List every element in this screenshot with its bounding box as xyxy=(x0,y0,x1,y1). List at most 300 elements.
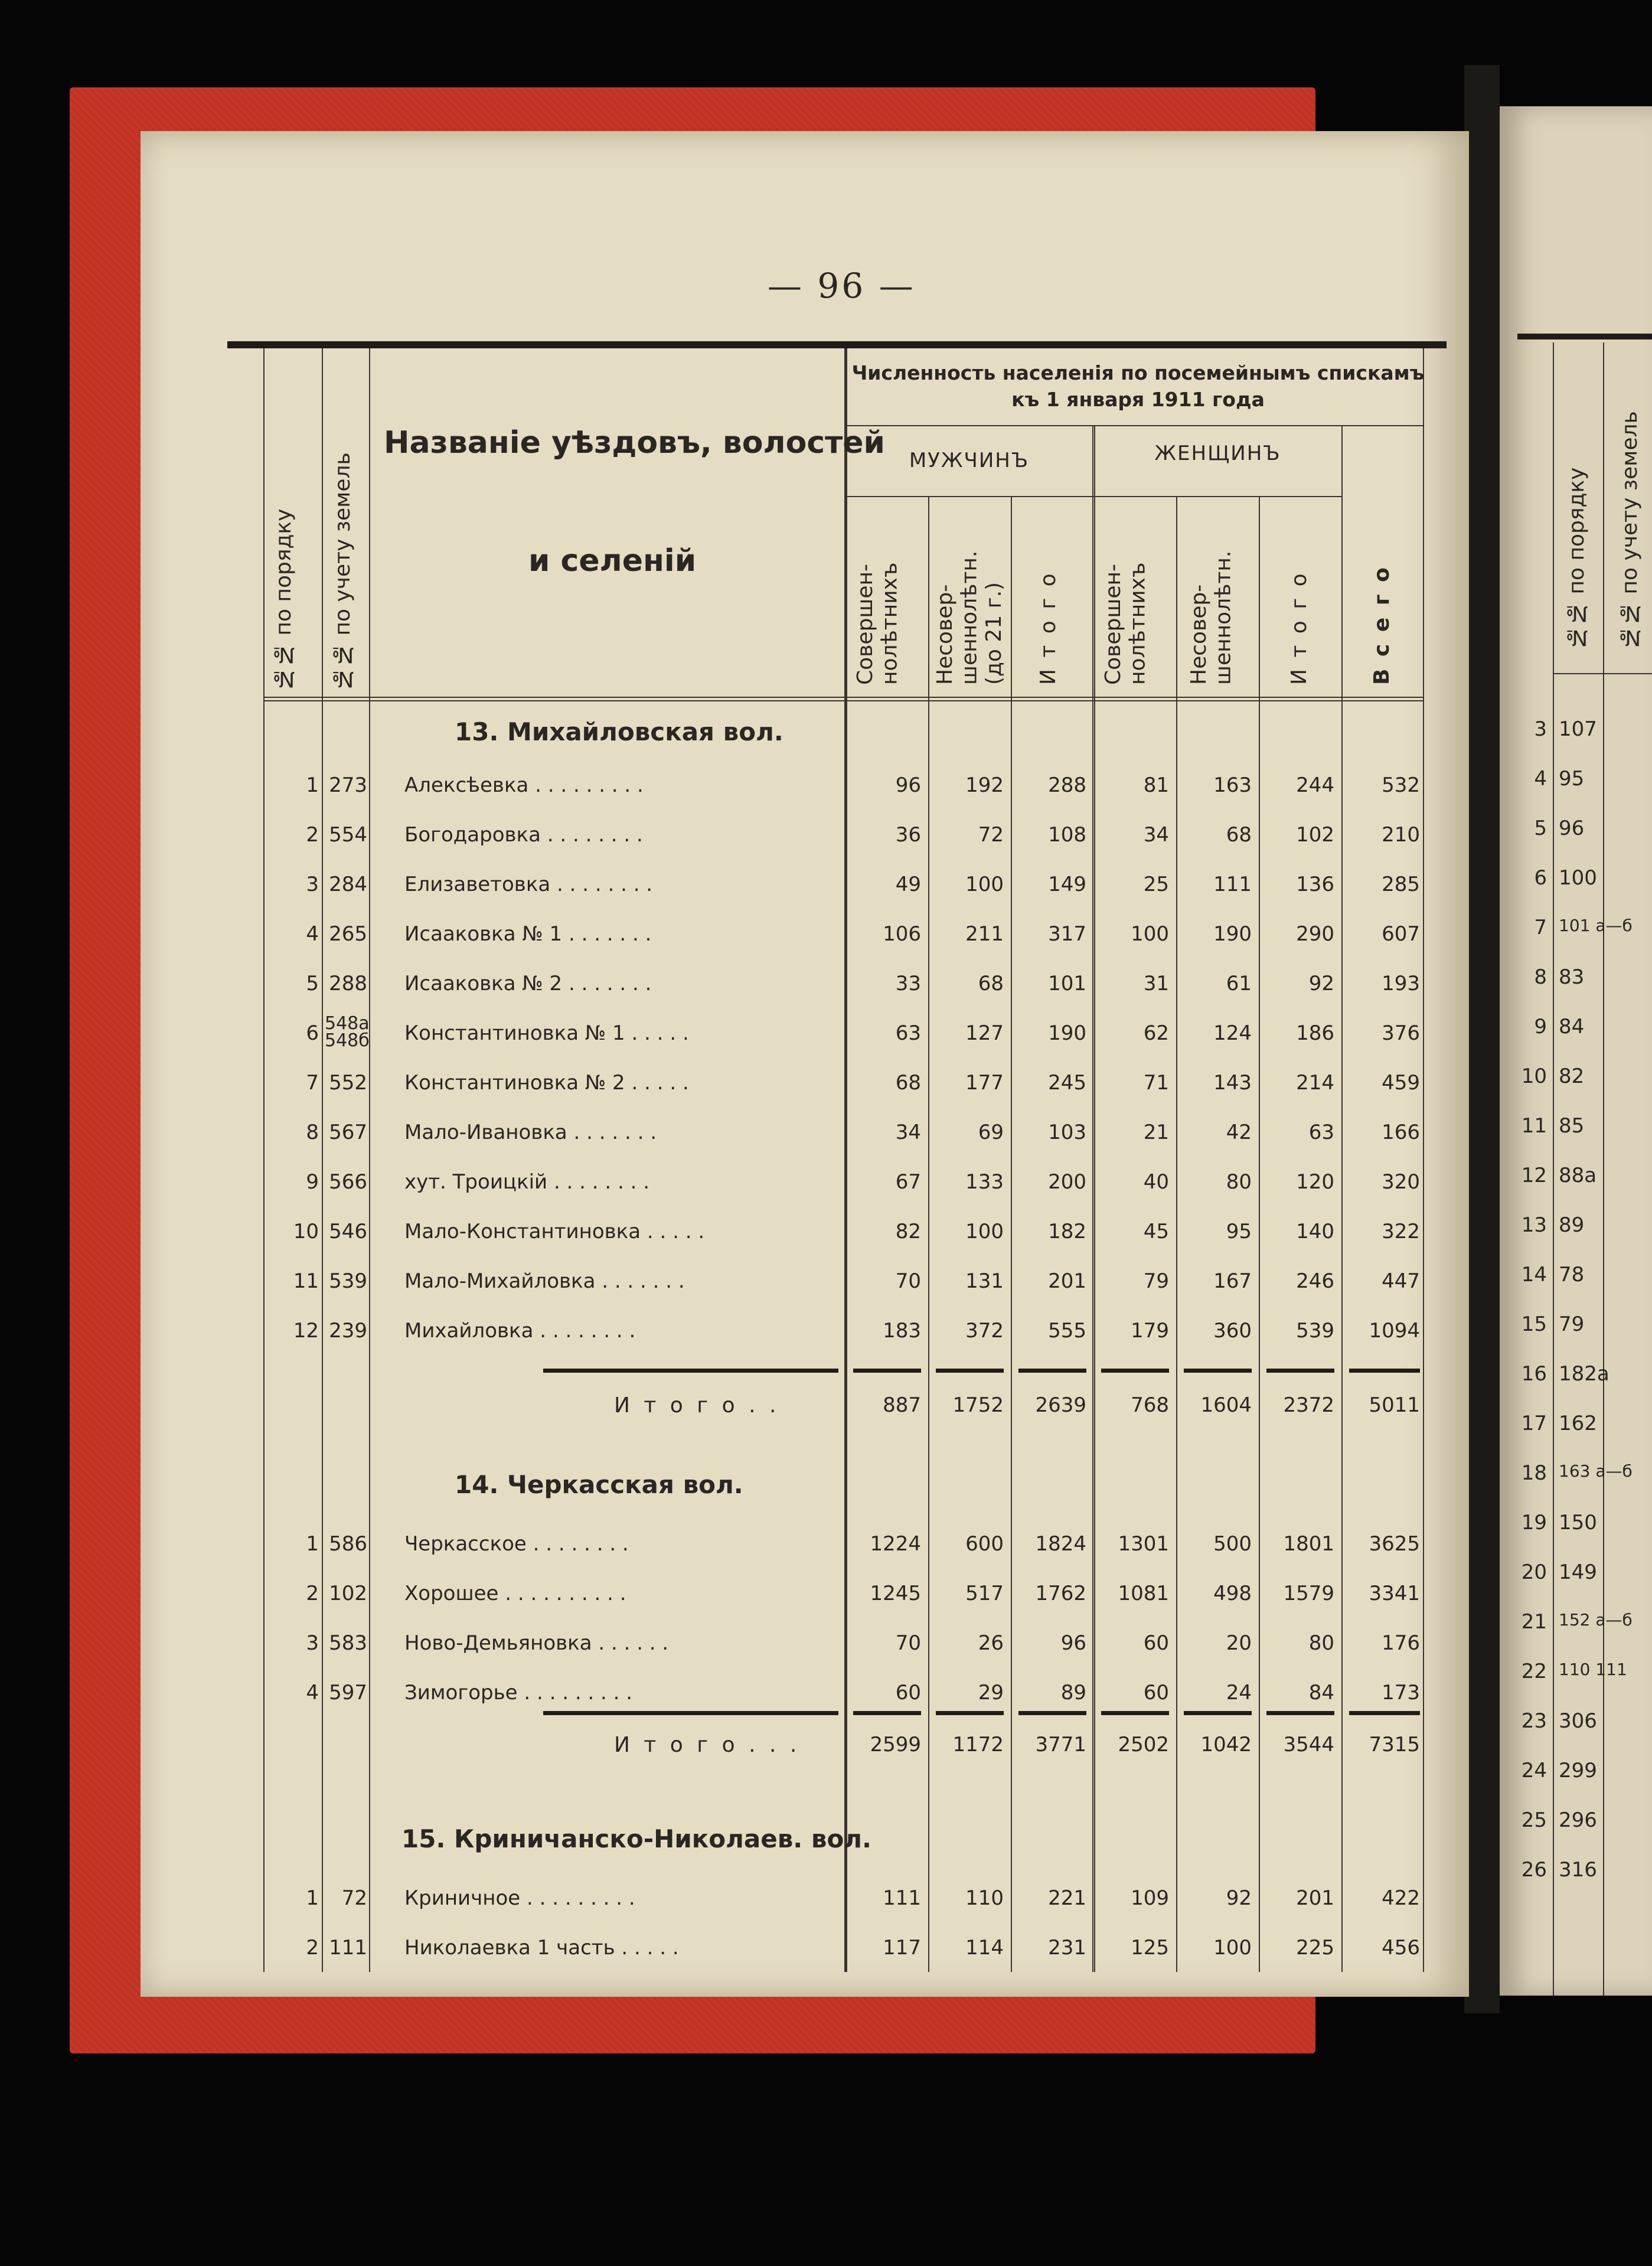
row-w-minor: 92 xyxy=(1226,1886,1252,1910)
row-w-minor: 360 xyxy=(1213,1319,1252,1343)
row-m-adult: 106 xyxy=(883,922,921,946)
row-m-total: 555 xyxy=(1048,1319,1086,1343)
total-rule xyxy=(1184,1711,1252,1715)
row-land-number: 583 xyxy=(329,1631,367,1655)
row-m-minor: 69 xyxy=(978,1121,1004,1144)
row-m-minor: 600 xyxy=(965,1532,1004,1556)
row-all: 422 xyxy=(1382,1886,1420,1910)
row-w-total: 244 xyxy=(1296,773,1334,797)
row-m-total: 1762 xyxy=(1035,1582,1086,1605)
row-w-adult: 1301 xyxy=(1118,1532,1169,1556)
row-number: 10 xyxy=(293,1220,319,1243)
total-rule xyxy=(1266,1711,1334,1715)
table-row xyxy=(260,823,1441,858)
row-settlement-name: Исааковка № 2 . . . . . . . xyxy=(404,972,652,995)
row-all: 322 xyxy=(1382,1220,1420,1243)
row-m-adult: 67 xyxy=(895,1170,921,1194)
total-rule xyxy=(853,1369,921,1373)
table-row xyxy=(260,1319,1441,1354)
header-women: ЖЕНЩИНЪ xyxy=(1154,442,1281,465)
row-w-minor: 124 xyxy=(1213,1021,1252,1045)
row-settlement-name: Константиновка № 1 . . . . . xyxy=(404,1021,689,1045)
row-m-adult: 1245 xyxy=(870,1582,921,1605)
section-title: 14. Черкасская вол. xyxy=(455,1470,743,1499)
right-row-number: 5 xyxy=(1534,817,1547,840)
right-row-number: 11 xyxy=(1521,1114,1547,1138)
row-all: 456 xyxy=(1382,1936,1420,1960)
right-row-land-number: 79 xyxy=(1559,1312,1585,1336)
right-row-number: 19 xyxy=(1521,1511,1547,1534)
row-all: 532 xyxy=(1382,773,1420,797)
total-m-adult: 2599 xyxy=(870,1733,921,1756)
row-w-minor: 500 xyxy=(1213,1532,1252,1556)
row-m-total: 317 xyxy=(1048,922,1086,946)
row-m-total: 89 xyxy=(1060,1681,1086,1705)
row-all: 193 xyxy=(1382,972,1420,995)
row-w-adult: 125 xyxy=(1131,1936,1169,1960)
book-spine xyxy=(1464,65,1500,2013)
row-m-minor: 127 xyxy=(965,1021,1004,1045)
row-all: 447 xyxy=(1382,1269,1420,1293)
row-w-minor: 167 xyxy=(1213,1269,1252,1293)
row-land-number: 554 xyxy=(329,823,367,847)
total-rule xyxy=(1101,1711,1169,1715)
row-land-number: 566 xyxy=(329,1170,367,1194)
row-m-total: 245 xyxy=(1048,1071,1086,1095)
right-col-line xyxy=(1603,342,1604,1996)
table-row xyxy=(260,873,1441,908)
row-w-adult: 25 xyxy=(1143,873,1169,896)
row-m-total: 1824 xyxy=(1035,1532,1086,1556)
row-number: 1 xyxy=(306,773,319,797)
row-all: 285 xyxy=(1382,873,1420,896)
table-row xyxy=(260,1220,1441,1255)
total-w-adult: 2502 xyxy=(1118,1733,1169,1756)
right-row-number: 13 xyxy=(1521,1213,1547,1237)
row-number: 11 xyxy=(293,1269,319,1293)
right-header-col-land: №№ по учету земель xyxy=(1618,411,1642,649)
right-row-number: 6 xyxy=(1534,866,1547,890)
row-w-adult: 34 xyxy=(1143,823,1169,847)
right-row-number: 20 xyxy=(1521,1560,1547,1584)
total-rule xyxy=(936,1369,1004,1373)
right-row-land-number: 89 xyxy=(1559,1213,1585,1237)
row-settlement-name: Константиновка № 2 . . . . . xyxy=(404,1071,689,1095)
total-row xyxy=(260,1733,1441,1768)
total-rule xyxy=(1018,1369,1086,1373)
row-m-adult: 60 xyxy=(895,1681,921,1705)
row-m-total: 200 xyxy=(1048,1170,1086,1194)
row-w-minor: 80 xyxy=(1226,1170,1252,1194)
row-land-number: 567 xyxy=(329,1121,367,1144)
table-top-rule xyxy=(227,341,1447,348)
row-w-adult: 179 xyxy=(1131,1319,1169,1343)
right-row-number: 4 xyxy=(1534,767,1547,791)
row-w-minor: 95 xyxy=(1226,1220,1252,1243)
header-women-total: И т о г о xyxy=(1287,571,1311,685)
row-w-adult: 71 xyxy=(1143,1071,1169,1095)
row-m-adult: 34 xyxy=(895,1121,921,1144)
row-number: 8 xyxy=(306,1121,319,1144)
right-row-number: 12 xyxy=(1521,1164,1547,1187)
row-settlement-name: Алексѣевка . . . . . . . . . xyxy=(404,773,644,797)
row-m-minor: 211 xyxy=(965,922,1004,946)
total-rule xyxy=(936,1711,1004,1715)
row-w-minor: 190 xyxy=(1213,922,1252,946)
row-number: 3 xyxy=(306,873,319,896)
right-page xyxy=(1500,106,1652,1996)
row-m-minor: 372 xyxy=(965,1319,1004,1343)
right-row-number: 7 xyxy=(1534,916,1547,939)
row-number: 6 xyxy=(306,1021,319,1045)
row-w-total: 201 xyxy=(1296,1886,1334,1910)
table-row xyxy=(260,972,1441,1007)
right-row-land-number: 150 xyxy=(1559,1511,1597,1534)
row-m-total: 190 xyxy=(1048,1021,1086,1045)
row-land-number: 548а 548б xyxy=(325,1013,370,1051)
row-m-total: 101 xyxy=(1048,972,1086,995)
row-w-adult: 79 xyxy=(1143,1269,1169,1293)
header-col-no: №№ по порядку xyxy=(272,508,296,691)
total-rule xyxy=(543,1711,838,1715)
row-m-adult: 183 xyxy=(883,1319,921,1343)
header-name-2: и селеній xyxy=(528,543,697,579)
row-m-total: 182 xyxy=(1048,1220,1086,1243)
row-land-number: 288 xyxy=(329,972,367,995)
right-row-land-number: 88а xyxy=(1559,1164,1597,1187)
right-header-col-no: №№ по порядку xyxy=(1565,467,1589,649)
table-row xyxy=(260,1681,1441,1716)
row-land-number: 284 xyxy=(329,873,367,896)
row-w-minor: 20 xyxy=(1226,1631,1252,1655)
row-w-minor: 61 xyxy=(1226,972,1252,995)
row-number: 2 xyxy=(306,1936,319,1960)
right-row-number: 24 xyxy=(1521,1759,1547,1782)
row-settlement-name: Исааковка № 1 . . . . . . . xyxy=(404,922,652,946)
right-row-number: 14 xyxy=(1521,1263,1547,1287)
row-m-total: 231 xyxy=(1048,1936,1086,1960)
total-rule xyxy=(1349,1369,1420,1373)
total-w-minor: 1604 xyxy=(1200,1393,1252,1417)
row-m-minor: 133 xyxy=(965,1170,1004,1194)
row-w-adult: 60 xyxy=(1143,1681,1169,1705)
right-row-number: 18 xyxy=(1521,1461,1547,1485)
total-all: 7315 xyxy=(1369,1733,1420,1756)
row-number: 4 xyxy=(306,922,319,946)
right-row-land-number: 110 111 xyxy=(1559,1660,1627,1679)
row-m-minor: 192 xyxy=(965,773,1004,797)
row-land-number: 546 xyxy=(329,1220,367,1243)
row-w-total: 63 xyxy=(1308,1121,1334,1144)
row-w-total: 120 xyxy=(1296,1170,1334,1194)
section-title: 13. Михайловская вол. xyxy=(455,717,783,746)
table-row xyxy=(260,1582,1441,1617)
section-title: 15. Криничанско-Николаев. вол. xyxy=(401,1824,872,1853)
table-row xyxy=(260,1886,1441,1922)
row-m-total: 288 xyxy=(1048,773,1086,797)
right-row-land-number: 299 xyxy=(1559,1759,1597,1782)
row-w-adult: 1081 xyxy=(1118,1582,1169,1605)
row-m-minor: 68 xyxy=(978,972,1004,995)
right-row-number: 25 xyxy=(1521,1808,1547,1832)
row-settlement-name: Богодаровка . . . . . . . . xyxy=(404,823,643,847)
row-all: 173 xyxy=(1382,1681,1420,1705)
total-w-total: 3544 xyxy=(1283,1733,1334,1756)
row-w-adult: 100 xyxy=(1131,922,1169,946)
row-settlement-name: Черкасское . . . . . . . . xyxy=(404,1532,629,1556)
total-w-adult: 768 xyxy=(1131,1393,1169,1417)
row-w-minor: 143 xyxy=(1213,1071,1252,1095)
row-w-adult: 21 xyxy=(1143,1121,1169,1144)
row-settlement-name: хут. Троицкій . . . . . . . . xyxy=(404,1170,650,1194)
row-all: 376 xyxy=(1382,1021,1420,1045)
row-w-total: 225 xyxy=(1296,1936,1334,1960)
row-m-minor: 114 xyxy=(965,1936,1004,1960)
right-col-line xyxy=(1553,342,1554,1996)
row-w-minor: 111 xyxy=(1213,873,1252,896)
row-number: 7 xyxy=(306,1071,319,1095)
right-row-land-number: 85 xyxy=(1559,1114,1585,1138)
row-all: 459 xyxy=(1382,1071,1420,1095)
row-w-total: 290 xyxy=(1296,922,1334,946)
page-number: — 96 — xyxy=(768,266,916,306)
row-number: 5 xyxy=(306,972,319,995)
right-row-land-number: 316 xyxy=(1559,1858,1597,1882)
row-all: 3341 xyxy=(1369,1582,1420,1605)
row-land-number: 265 xyxy=(329,922,367,946)
row-settlement-name: Криничное . . . . . . . . . xyxy=(404,1886,635,1910)
right-row-land-number: 163 а—б xyxy=(1559,1461,1633,1481)
total-m-total: 2639 xyxy=(1035,1393,1086,1417)
row-m-adult: 36 xyxy=(895,823,921,847)
right-row-number: 9 xyxy=(1534,1015,1547,1039)
right-row-land-number: 78 xyxy=(1559,1263,1585,1287)
row-land-number: 273 xyxy=(329,773,367,797)
row-all: 210 xyxy=(1382,823,1420,847)
row-number: 1 xyxy=(306,1886,319,1910)
table-row xyxy=(260,1170,1441,1206)
row-m-adult: 63 xyxy=(895,1021,921,1045)
row-m-minor: 110 xyxy=(965,1886,1004,1910)
total-m-minor: 1172 xyxy=(952,1733,1004,1756)
row-w-minor: 100 xyxy=(1213,1936,1252,1960)
right-row-land-number: 100 xyxy=(1559,866,1597,890)
total-rule xyxy=(853,1711,921,1715)
right-row-number: 3 xyxy=(1534,717,1547,741)
total-m-adult: 887 xyxy=(883,1393,921,1417)
row-w-total: 92 xyxy=(1308,972,1334,995)
row-m-adult: 96 xyxy=(895,773,921,797)
total-rule xyxy=(1101,1369,1169,1373)
right-row-number: 21 xyxy=(1521,1610,1547,1634)
row-m-minor: 72 xyxy=(978,823,1004,847)
table-row xyxy=(260,1532,1441,1568)
row-w-total: 246 xyxy=(1296,1269,1334,1293)
total-rule xyxy=(543,1369,838,1373)
row-w-total: 1579 xyxy=(1283,1582,1334,1605)
row-w-total: 102 xyxy=(1296,823,1334,847)
header-men: МУЖЧИНЪ xyxy=(909,449,1030,472)
table-row xyxy=(260,1269,1441,1305)
total-rule xyxy=(1018,1711,1086,1715)
row-all: 176 xyxy=(1382,1631,1420,1655)
row-m-minor: 29 xyxy=(978,1681,1004,1705)
table-row xyxy=(260,1121,1441,1156)
row-m-minor: 177 xyxy=(965,1071,1004,1095)
total-w-total: 2372 xyxy=(1283,1393,1334,1417)
row-settlement-name: Зимогорье . . . . . . . . . xyxy=(404,1681,633,1705)
row-w-minor: 498 xyxy=(1213,1582,1252,1605)
row-m-total: 149 xyxy=(1048,873,1086,896)
row-m-minor: 100 xyxy=(965,873,1004,896)
row-m-minor: 100 xyxy=(965,1220,1004,1243)
header-men-total: И т о г о xyxy=(1036,571,1060,685)
header-col-land: №№ по учету земель xyxy=(331,452,355,691)
right-row-number: 26 xyxy=(1521,1858,1547,1882)
row-settlement-name: Ново-Демьяновка . . . . . . xyxy=(404,1631,669,1655)
header-men-minor: Несовер- шеннолѣтн. (до 21 г.) xyxy=(933,550,1006,685)
row-m-adult: 49 xyxy=(895,873,921,896)
row-w-total: 140 xyxy=(1296,1220,1334,1243)
total-m-minor: 1752 xyxy=(952,1393,1004,1417)
total-label: И т о г о . . xyxy=(614,1393,780,1418)
right-row-number: 17 xyxy=(1521,1412,1547,1435)
row-m-minor: 131 xyxy=(965,1269,1004,1293)
row-settlement-name: Елизаветовка . . . . . . . . xyxy=(404,873,653,896)
row-land-number: 111 xyxy=(329,1936,367,1960)
row-m-adult: 70 xyxy=(895,1631,921,1655)
row-land-number: 597 xyxy=(329,1681,367,1705)
row-w-total: 1801 xyxy=(1283,1532,1334,1556)
row-all: 607 xyxy=(1382,922,1420,946)
row-land-number: 552 xyxy=(329,1071,367,1095)
total-rule xyxy=(1184,1369,1252,1373)
right-row-land-number: 101 а—б xyxy=(1559,916,1633,935)
row-m-adult: 111 xyxy=(883,1886,921,1910)
right-row-land-number: 83 xyxy=(1559,965,1585,989)
total-rule xyxy=(1266,1369,1334,1373)
row-land-number: 586 xyxy=(329,1532,367,1556)
row-m-adult: 82 xyxy=(895,1220,921,1243)
row-number: 1 xyxy=(306,1532,319,1556)
row-w-minor: 42 xyxy=(1226,1121,1252,1144)
row-m-minor: 517 xyxy=(965,1582,1004,1605)
row-settlement-name: Николаевка 1 часть . . . . . xyxy=(404,1936,679,1960)
right-row-land-number: 84 xyxy=(1559,1015,1585,1039)
right-row-number: 8 xyxy=(1534,965,1547,989)
row-number: 2 xyxy=(306,1582,319,1605)
row-land-number: 239 xyxy=(329,1319,367,1343)
right-row-number: 22 xyxy=(1521,1660,1547,1683)
header-men-adult: Совершен- нолѣтнихъ xyxy=(853,562,902,685)
header-women-minor: Несовер- шеннолѣтн. xyxy=(1187,550,1236,685)
right-row-land-number: 306 xyxy=(1559,1709,1597,1733)
right-row-number: 10 xyxy=(1521,1065,1547,1088)
right-page-top-rule xyxy=(1517,334,1652,339)
table-row xyxy=(260,1071,1441,1106)
row-m-total: 96 xyxy=(1060,1631,1086,1655)
total-m-total: 3771 xyxy=(1035,1733,1086,1756)
row-number: 2 xyxy=(306,823,319,847)
table-row xyxy=(260,1936,1441,1971)
row-land-number: 72 xyxy=(341,1886,367,1910)
row-m-adult: 117 xyxy=(883,1936,921,1960)
row-number: 4 xyxy=(306,1681,319,1705)
row-settlement-name: Хорошее . . . . . . . . . . xyxy=(404,1582,626,1605)
total-rule xyxy=(1349,1711,1420,1715)
row-w-adult: 109 xyxy=(1131,1886,1169,1910)
row-settlement-name: Мало-Михайловка . . . . . . . xyxy=(404,1269,685,1293)
row-w-minor: 24 xyxy=(1226,1681,1252,1705)
row-m-adult: 70 xyxy=(895,1269,921,1293)
row-all: 3625 xyxy=(1369,1532,1420,1556)
row-m-adult: 33 xyxy=(895,972,921,995)
header-name-1: Названіе уѣздовъ, волостей xyxy=(384,425,885,461)
row-m-adult: 68 xyxy=(895,1071,921,1095)
row-w-adult: 45 xyxy=(1143,1220,1169,1243)
total-row xyxy=(260,1393,1441,1429)
total-all: 5011 xyxy=(1369,1393,1420,1417)
table-row xyxy=(260,922,1441,958)
right-row-land-number: 149 xyxy=(1559,1560,1597,1584)
right-row-land-number: 82 xyxy=(1559,1065,1585,1088)
right-row-number: 15 xyxy=(1521,1312,1547,1336)
table-row xyxy=(260,773,1441,809)
right-row-land-number: 96 xyxy=(1559,817,1585,840)
row-w-total: 214 xyxy=(1296,1071,1334,1095)
row-number: 12 xyxy=(293,1319,319,1343)
row-settlement-name: Мало-Ивановка . . . . . . . xyxy=(404,1121,657,1144)
row-w-minor: 68 xyxy=(1226,823,1252,847)
row-land-number: 102 xyxy=(329,1582,367,1605)
table-row xyxy=(260,1631,1441,1667)
row-m-adult: 1224 xyxy=(870,1532,921,1556)
header-women-adult: Совершен- нолѣтнихъ xyxy=(1101,562,1150,685)
row-w-adult: 60 xyxy=(1143,1631,1169,1655)
row-all: 166 xyxy=(1382,1121,1420,1144)
right-header-line xyxy=(1553,673,1652,674)
row-w-total: 136 xyxy=(1296,873,1334,896)
row-w-minor: 163 xyxy=(1213,773,1252,797)
row-land-number: 539 xyxy=(329,1269,367,1293)
row-w-total: 186 xyxy=(1296,1021,1334,1045)
row-all: 1094 xyxy=(1369,1319,1420,1343)
row-w-adult: 81 xyxy=(1143,773,1169,797)
row-w-adult: 62 xyxy=(1143,1021,1169,1045)
row-m-total: 221 xyxy=(1048,1886,1086,1910)
right-row-land-number: 162 xyxy=(1559,1412,1597,1435)
header-population: Численность населенія по посемейнымъ спискамъ къ 1 января 1911 года xyxy=(851,361,1425,411)
row-m-total: 108 xyxy=(1048,823,1086,847)
row-w-total: 84 xyxy=(1308,1681,1334,1705)
table-row xyxy=(260,1013,1441,1057)
row-number: 9 xyxy=(306,1170,319,1194)
right-row-land-number: 182а xyxy=(1559,1362,1609,1386)
right-row-land-number: 107 xyxy=(1559,717,1597,741)
right-row-number: 23 xyxy=(1521,1709,1547,1733)
row-settlement-name: Михайловка . . . . . . . . xyxy=(404,1319,636,1343)
row-settlement-name: Мало-Константиновка . . . . . xyxy=(404,1220,705,1243)
row-m-total: 103 xyxy=(1048,1121,1086,1144)
row-number: 3 xyxy=(306,1631,319,1655)
total-w-minor: 1042 xyxy=(1200,1733,1252,1756)
header-all: В с е г о xyxy=(1370,565,1394,685)
right-row-land-number: 95 xyxy=(1559,767,1585,791)
row-m-minor: 26 xyxy=(978,1631,1004,1655)
row-w-total: 539 xyxy=(1296,1319,1334,1343)
right-row-number: 16 xyxy=(1521,1362,1547,1386)
row-w-total: 80 xyxy=(1308,1631,1334,1655)
